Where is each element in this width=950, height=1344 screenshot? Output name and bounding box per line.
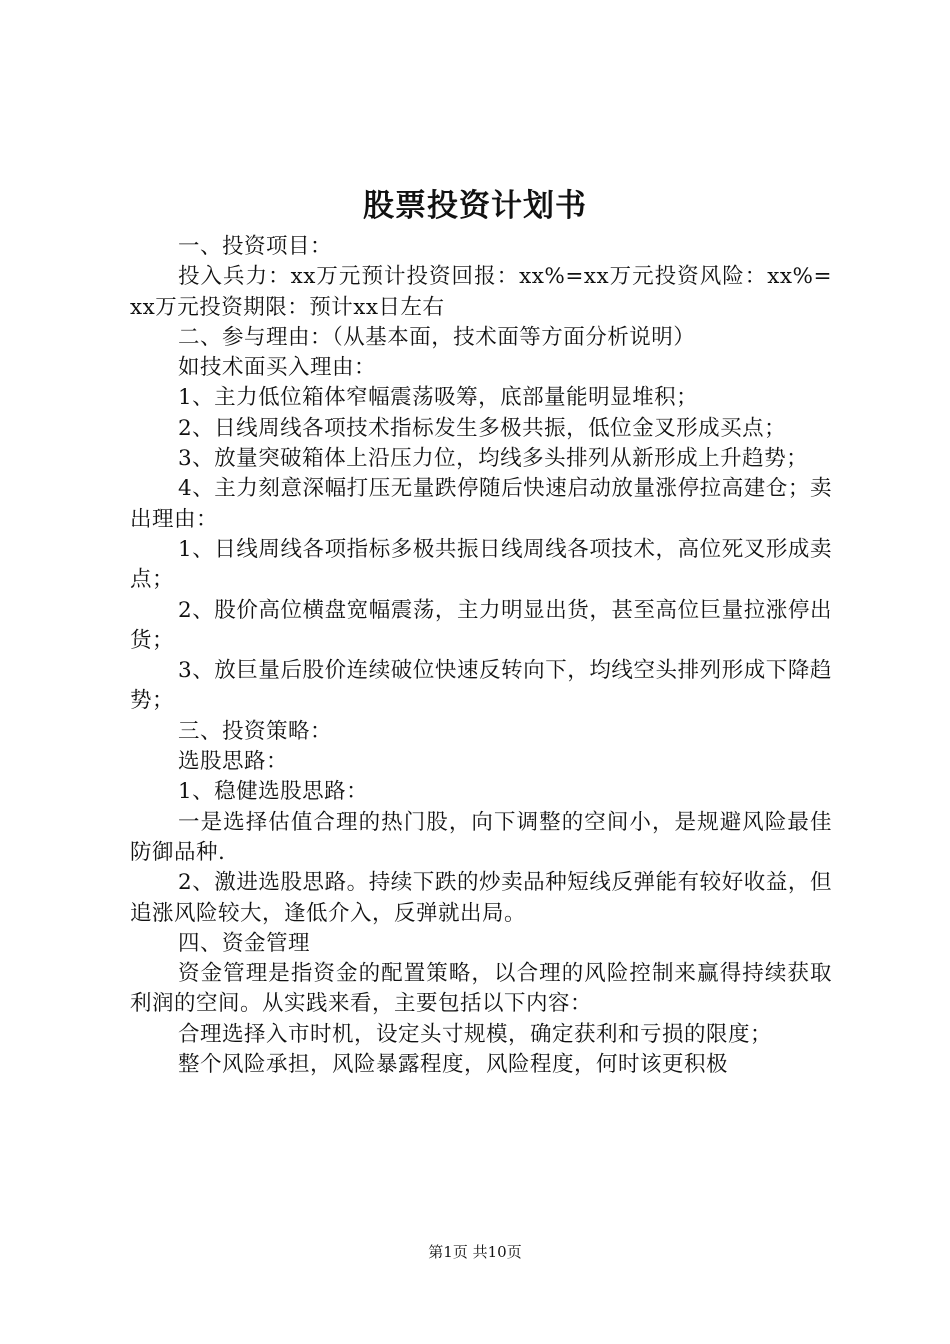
section-heading-strategy: 三、投资策略： xyxy=(178,718,333,744)
list-item-sell-2: 2、股价高位横盘宽幅震荡，主力明显出货，甚至高位巨量拉涨停出货； xyxy=(130,597,832,653)
paragraph-buy-reasons-intro: 如技术面买入理由： xyxy=(178,355,377,381)
paragraph-fund-management: 资金管理是指资金的配置策略，以合理的风险控制来赢得持续获取利润的空间。从实践来看，主要包括以下内容： xyxy=(130,961,832,1017)
section-heading-reasons: 二、参与理由：（从基本面，技术面等方面分析说明） xyxy=(178,324,696,350)
list-item-stable-selection: 1、稳健选股思路： xyxy=(178,779,369,805)
list-item-buy-3: 3、放量突破箱体上沿压力位，均线多头排列从新形成上升趋势； xyxy=(178,446,809,472)
list-item-aggressive-selection: 2、激进选股思路。持续下跌的炒卖品种短线反弹能有较好收益，但追涨风险较大，逢低介入，反弹就出局。 xyxy=(130,870,832,926)
list-item-sell-1: 1、日线周线各项指标多极共振日线周线各项技术，高位死叉形成卖点； xyxy=(130,536,832,593)
list-item-buy-2: 2、日线周线各项技术指标发生多极共振，低位金叉形成买点； xyxy=(178,415,787,441)
section-heading-fund-management: 四、资金管理 xyxy=(178,930,311,956)
paragraph-risk-bearing: 整个风险承担，风险暴露程度，风险程度，何时该更积极 xyxy=(178,1052,729,1078)
paragraph-stable-detail: 一是选择估值合理的热门股，向下调整的空间小，是规避风险最佳防御品种. xyxy=(130,809,832,865)
paragraph-entry-timing: 合理选择入市时机，设定头寸规模，确定获利和亏损的限度； xyxy=(178,1021,773,1047)
list-item-sell-3: 3、放巨量后股价连续破位快速反转向下，均线空头排列形成下降趋势； xyxy=(130,658,832,714)
page-footer: 第1页 共10页 xyxy=(428,1243,522,1261)
document-title: 股票投资计划书 xyxy=(363,188,587,224)
section-heading-investment-project: 一、投资项目： xyxy=(178,234,333,259)
list-item-buy-1: 1、主力低位箱体窄幅震荡吸筹，底部量能明显堆积； xyxy=(178,385,699,411)
document-body xyxy=(130,232,832,1080)
paragraph-stock-selection: 选股思路： xyxy=(178,749,289,775)
list-item-buy-4: 4、主力刻意深幅打压无量跌停随后快速启动放量涨停拉高建仓；卖出理由： xyxy=(130,476,832,532)
paragraph-capital-plan: 投入兵力：xx万元预计投资回报：xx%=xx万元投资风险：xx%=xx万元投资期限：预计xx日左右 xyxy=(130,264,832,320)
